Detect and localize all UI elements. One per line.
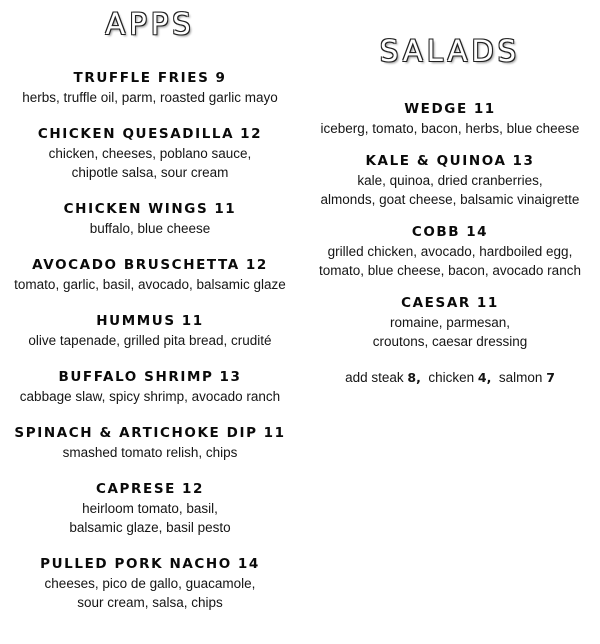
- apps-item-list: [0, 68, 300, 612]
- item-description: sour cream, salsa, chips: [77, 595, 223, 610]
- item-name: COBB: [411, 224, 461, 240]
- item-description: cabbage slaw, spicy shrimp, avocado ranch: [19, 389, 281, 404]
- item-price: 12: [240, 126, 263, 142]
- item-description: chicken, cheeses, poblano sauce,: [48, 146, 252, 161]
- item-price: 11: [214, 201, 237, 217]
- item-description: herbs, truffle oil, parm, roasted garlic mayo: [22, 90, 278, 105]
- item-name: HUMMUS: [96, 313, 176, 329]
- menu-item: [0, 479, 300, 537]
- item-description: croutons, caesar dressing: [372, 334, 528, 349]
- item-price: 11: [263, 425, 286, 441]
- menu-item: [0, 311, 300, 350]
- item-description: olive tapenade, grilled pita bread, crudité: [28, 333, 272, 348]
- item-name: CHICKEN QUESADILLA: [37, 126, 235, 142]
- menu-item: [0, 554, 300, 612]
- menu-item: [0, 124, 300, 182]
- item-name: WEDGE: [404, 101, 468, 117]
- item-price: 14: [237, 556, 260, 572]
- item-description: tomato, blue cheese, bacon, avocado ranch: [319, 263, 581, 278]
- item-description: smashed tomato relish, chips: [62, 445, 238, 460]
- item-price: 11: [476, 295, 499, 311]
- item-name: TRUFFLE FRIES: [73, 70, 210, 86]
- item-price: 13: [219, 369, 242, 385]
- item-name: CAESAR: [401, 295, 471, 311]
- item-name: SPINACH & ARTICHOKE DIP: [14, 425, 258, 441]
- salads-item-list: [300, 99, 600, 351]
- menu-item: [300, 293, 600, 351]
- item-name: AVOCADO BRUSCHETTA: [32, 257, 240, 273]
- item-price: 12: [182, 481, 204, 497]
- item-description: iceberg, tomato, bacon, herbs, blue cheese: [320, 121, 580, 136]
- item-description: heirloom tomato, basil,: [82, 501, 218, 516]
- item-price: 11: [181, 313, 204, 329]
- chicken-price: 4: [477, 370, 487, 385]
- item-description: grilled chicken, avocado, hardboiled egg,: [327, 244, 573, 259]
- item-name: BUFFALO SHRIMP: [58, 369, 214, 385]
- item-description: romaine, parmesan,: [389, 315, 511, 330]
- item-price: 11: [473, 101, 496, 117]
- item-name: KALE & QUINOA: [365, 153, 507, 169]
- menu-item: [0, 367, 300, 406]
- addon-prefix: add steak: [345, 370, 404, 385]
- menu-item: [300, 222, 600, 280]
- item-name: CHICKEN WINGS: [63, 201, 209, 217]
- item-description: tomato, garlic, basil, avocado, balsamic glaze: [14, 277, 286, 292]
- apps-heading: APPS: [105, 7, 195, 41]
- salmon-label: salmon: [498, 370, 543, 385]
- item-description: kale, quinoa, dried cranberries,: [357, 173, 543, 188]
- item-price: 13: [512, 153, 535, 169]
- menu-item: [0, 68, 300, 107]
- item-description: balsamic glaze, basil pesto: [69, 520, 231, 535]
- item-price: 14: [466, 224, 489, 240]
- item-price: 12: [245, 257, 268, 273]
- salmon-price: 7: [546, 370, 555, 385]
- menu-item: [0, 199, 300, 238]
- salads-section: [300, 0, 600, 387]
- chicken-label: chicken: [428, 370, 475, 385]
- item-price: 9: [215, 70, 227, 86]
- menu-item: [300, 151, 600, 209]
- menu-item: [300, 99, 600, 138]
- steak-price: 8: [407, 370, 417, 385]
- item-description: cheeses, pico de gallo, guacamole,: [44, 576, 256, 591]
- item-description: almonds, goat cheese, balsamic vinaigrette: [320, 192, 580, 207]
- salads-heading: SALADS: [379, 34, 521, 68]
- protein-addons: add steak 8, chicken 4, salmon 7: [345, 370, 555, 385]
- menu-item: [0, 423, 300, 462]
- item-description: buffalo, blue cheese: [89, 221, 211, 236]
- menu-item: [0, 255, 300, 294]
- item-name: PULLED PORK NACHO: [40, 556, 232, 572]
- apps-section: [0, 0, 300, 612]
- item-description: chipotle salsa, sour cream: [71, 165, 229, 180]
- item-name: CAPRESE: [95, 481, 176, 497]
